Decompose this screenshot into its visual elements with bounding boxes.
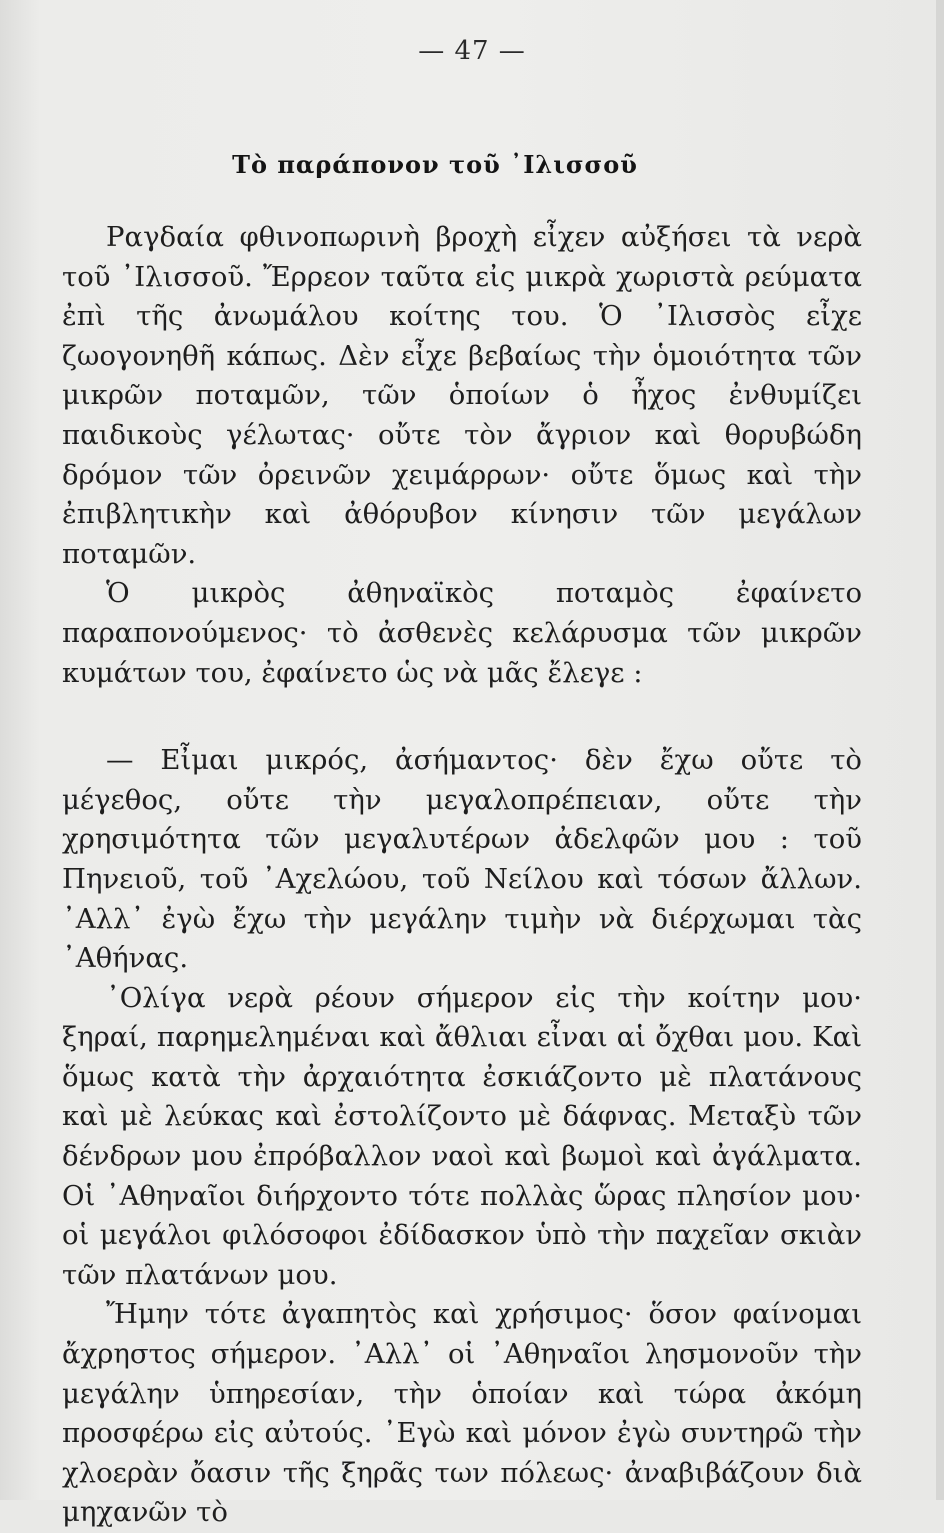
page-edge xyxy=(936,0,944,1500)
paragraph-3-dialogue: — Εἶμαι μικρός, ἀσήμαντος· δὲν ἔχω οὔτε τὸ μέγεθος, οὔτε τὴν μεγαλοπρέπειαν, οὔτε τὴν χρησιμότητα τῶν μεγαλυτέρων ἀδελφῶν μου : τοῦ Πηνειοῦ, τοῦ ᾿Αχελώου, τοῦ Νείλου καὶ τόσων ἄλλων. ᾿Αλλ᾿ ἐγὼ ἔχω τὴν μεγάλην τιμὴν νὰ διέρχωμαι τὰς ᾿Αθήνας. xyxy=(62,744,862,975)
chapter-title: Τὸ παράπονον τοῦ ᾿Ιλισσοῦ xyxy=(232,150,638,179)
page-number: — 47 — xyxy=(418,36,526,66)
paragraph-2: Ὁ μικρὸς ἀθηναϊκὸς ποταμὸς ἐφαίνετο παραπονούμενος· τὸ ἀσθενὲς κελάρυσμα τῶν μικρῶν κυμάτων του, ἐφαίνετο ὡς νὰ μᾶς ἔλεγε : xyxy=(62,577,862,689)
paragraph-5: Ἤμην τότε ἀγαπητὸς καὶ χρήσιμος· ὅσον φαίνομαι ἄχρηστος σήμερον. ᾿Αλλ᾿ οἱ ᾿Αθηναῖοι λησμονοῦν τὴν μεγάλην ὑπηρεσίαν, τὴν ὁποίαν καὶ τώρα ἀκόμη προσφέρω εἰς αὐτούς. ᾿Εγὼ καὶ μόνον ἐγὼ συντηρῶ τὴν χλοερὰν ὄασιν τῆς ξηρᾶς των πόλεως· ἀναβιβάζουν διὰ μηχανῶν τὸ xyxy=(62,1298,862,1529)
paragraph-1: Ραγδαία φθινοπωρινὴ βροχὴ εἶχεν αὐξήσει τὰ νερὰ τοῦ ᾿Ιλισσοῦ. Ἔρρεον ταῦτα εἰς μικρὰ χωριστὰ ρεύματα ἐπὶ τῆς ἀνωμάλου κοίτης του. Ὁ ᾿Ιλισσὸς εἶχε ζωογονηθῆ κάπως. Δὲν εἶχε βεβαίως τὴν ὁμοιότητα τῶν μικρῶν ποταμῶν, τῶν ὁποίων ὁ ἦχος ἐνθυμίζει παιδικοὺς γέλωτας· οὔτε τὸν ἄγριον καὶ θορυβώδη δρόμον τῶν ὀρεινῶν χειμάρρων· οὔτε ὅμως καὶ τὴν ἐπιβλητικὴν καὶ ἀθόρυβον κίνησιν τῶν μεγάλων ποταμῶν. xyxy=(62,221,862,570)
paragraph-4: ᾿Ολίγα νερὰ ρέουν σήμερον εἰς τὴν κοίτην μου· ξηραί, παρημελημέναι καὶ ἄθλιαι εἶναι αἱ ὄχθαι μου. Καὶ ὅμως κατὰ τὴν ἀρχαιότητα ἐσκιάζοντο μὲ πλατάνους καὶ μὲ λεύκας καὶ ἐστολίζοντο μὲ δάφνας. Μεταξὺ τῶν δένδρων μου ἐπρόβαλλον ναοὶ καὶ βωμοὶ καὶ ἀγάλματα. Οἱ ᾿Αθηναῖοι διήρχοντο τότε πολλὰς ὥρας πλησίον μου· οἱ μεγάλοι φιλόσοφοι ἐδίδασκον ὑπὸ τὴν παχεῖαν σκιὰν τῶν πλατάνων μου. xyxy=(62,981,862,1291)
body-text xyxy=(62,218,862,1533)
